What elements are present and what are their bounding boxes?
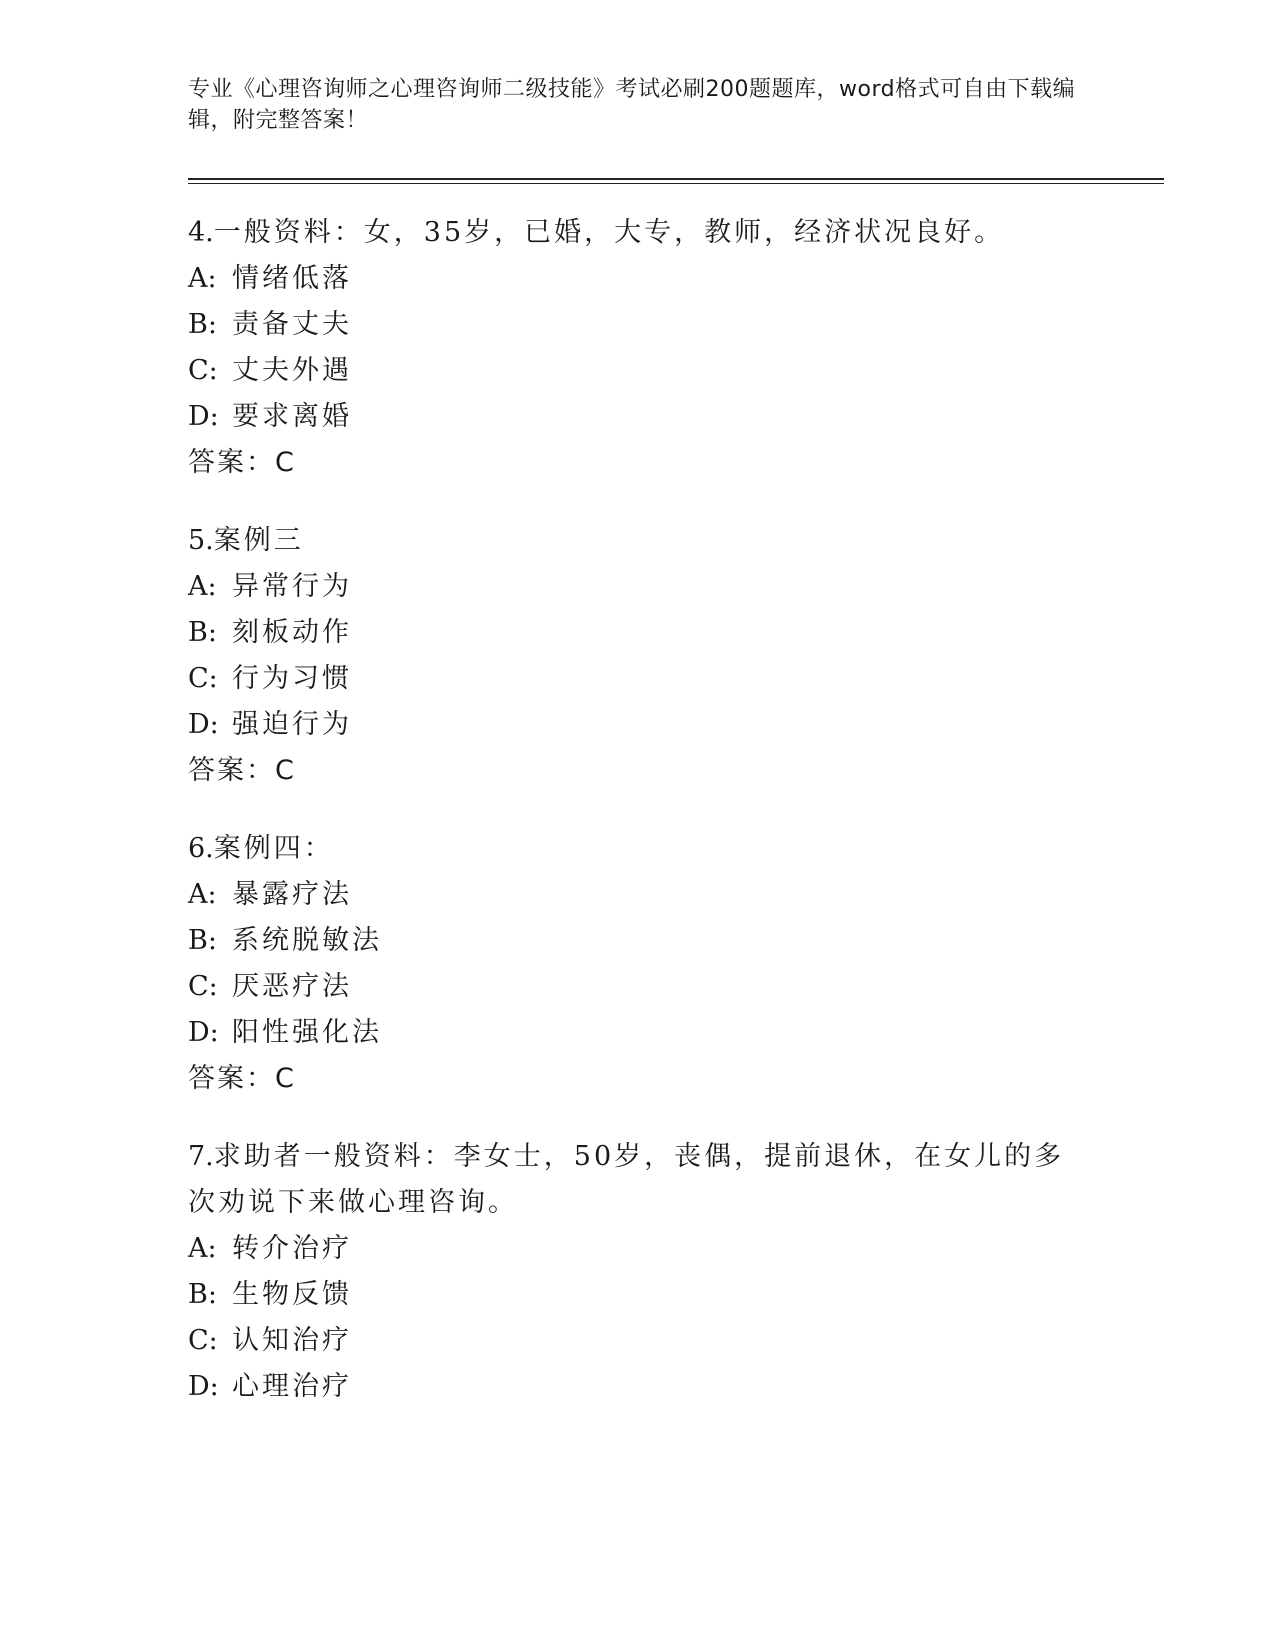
header-divider-thick (188, 178, 1164, 180)
header-text: 专业《心理咨询师之心理咨询师二级技能》考试必刷200题题库，word格式可自由下载编辑，附完整答案！ (188, 77, 1076, 133)
option-letter: A: (188, 571, 217, 602)
question-stem (188, 518, 1088, 564)
option-letter: C: (188, 663, 218, 694)
answer-value: C (275, 1063, 294, 1094)
option-text: 厌恶疗法 (232, 971, 352, 1002)
header-divider-thin (188, 183, 1164, 184)
option-text: 阳性强化法 (232, 1017, 382, 1048)
option-letter: A: (188, 263, 217, 294)
question-stem (188, 826, 1088, 872)
question-text: 案例四： (213, 833, 334, 864)
option-text: 刻板动作 (232, 617, 352, 648)
option-d (188, 702, 1088, 748)
option-letter: B: (188, 925, 217, 956)
option-c (188, 656, 1088, 702)
option-b (188, 918, 1088, 964)
option-b (188, 610, 1088, 656)
option-c (188, 1318, 1088, 1364)
question-text: 案例三 (213, 525, 304, 556)
answer-label: 答案： (188, 755, 275, 786)
question-stem (188, 210, 1088, 256)
answer-line (188, 440, 1088, 486)
option-letter: D: (188, 1017, 219, 1048)
option-text: 情绪低落 (232, 263, 352, 294)
option-text: 转介治疗 (232, 1233, 352, 1264)
option-text: 暴露疗法 (232, 879, 352, 910)
option-letter: B: (188, 309, 217, 340)
question-number: 6. (188, 833, 214, 864)
question-7 (188, 1134, 1088, 1410)
document-header (188, 74, 1088, 136)
option-letter: B: (188, 617, 217, 648)
option-c (188, 348, 1088, 394)
answer-label: 答案： (188, 447, 275, 478)
option-letter: C: (188, 971, 218, 1002)
option-d (188, 1010, 1088, 1056)
option-text: 系统脱敏法 (232, 925, 382, 956)
question-list (188, 210, 1088, 1442)
option-letter: D: (188, 709, 219, 740)
answer-value: C (275, 755, 294, 786)
option-letter: A: (188, 879, 217, 910)
question-text: 一般资料：女，35岁，已婚，大专，教师，经济状况良好。 (213, 217, 1005, 248)
option-letter: C: (188, 1325, 218, 1356)
option-a (188, 1226, 1088, 1272)
question-number: 5. (188, 525, 214, 556)
question-text: 求助者一般资料：李女士，50岁，丧偶，提前退休，在女儿的多次劝说下来做心理咨询。 (188, 1141, 1065, 1218)
option-letter: B: (188, 1279, 217, 1310)
question-number: 4. (188, 217, 214, 248)
option-letter: A: (188, 1233, 217, 1264)
option-a (188, 564, 1088, 610)
option-a (188, 872, 1088, 918)
question-number: 7. (188, 1141, 214, 1172)
question-stem (188, 1134, 1088, 1226)
option-text: 异常行为 (232, 571, 352, 602)
question-6 (188, 826, 1088, 1102)
option-text: 生物反馈 (232, 1279, 352, 1310)
option-text: 认知治疗 (232, 1325, 352, 1356)
option-b (188, 1272, 1088, 1318)
option-d (188, 1364, 1088, 1410)
option-c (188, 964, 1088, 1010)
option-letter: D: (188, 401, 219, 432)
option-letter: D: (188, 1371, 219, 1402)
option-text: 丈夫外遇 (232, 355, 352, 386)
option-text: 要求离婚 (232, 401, 352, 432)
option-letter: C: (188, 355, 218, 386)
option-text: 行为习惯 (232, 663, 352, 694)
option-text: 心理治疗 (232, 1371, 352, 1402)
question-4 (188, 210, 1088, 486)
option-a (188, 256, 1088, 302)
answer-label: 答案： (188, 1063, 275, 1094)
question-5 (188, 518, 1088, 794)
option-b (188, 302, 1088, 348)
option-text: 责备丈夫 (232, 309, 352, 340)
answer-line (188, 1056, 1088, 1102)
option-d (188, 394, 1088, 440)
answer-line (188, 748, 1088, 794)
option-text: 强迫行为 (232, 709, 352, 740)
answer-value: C (275, 447, 294, 478)
